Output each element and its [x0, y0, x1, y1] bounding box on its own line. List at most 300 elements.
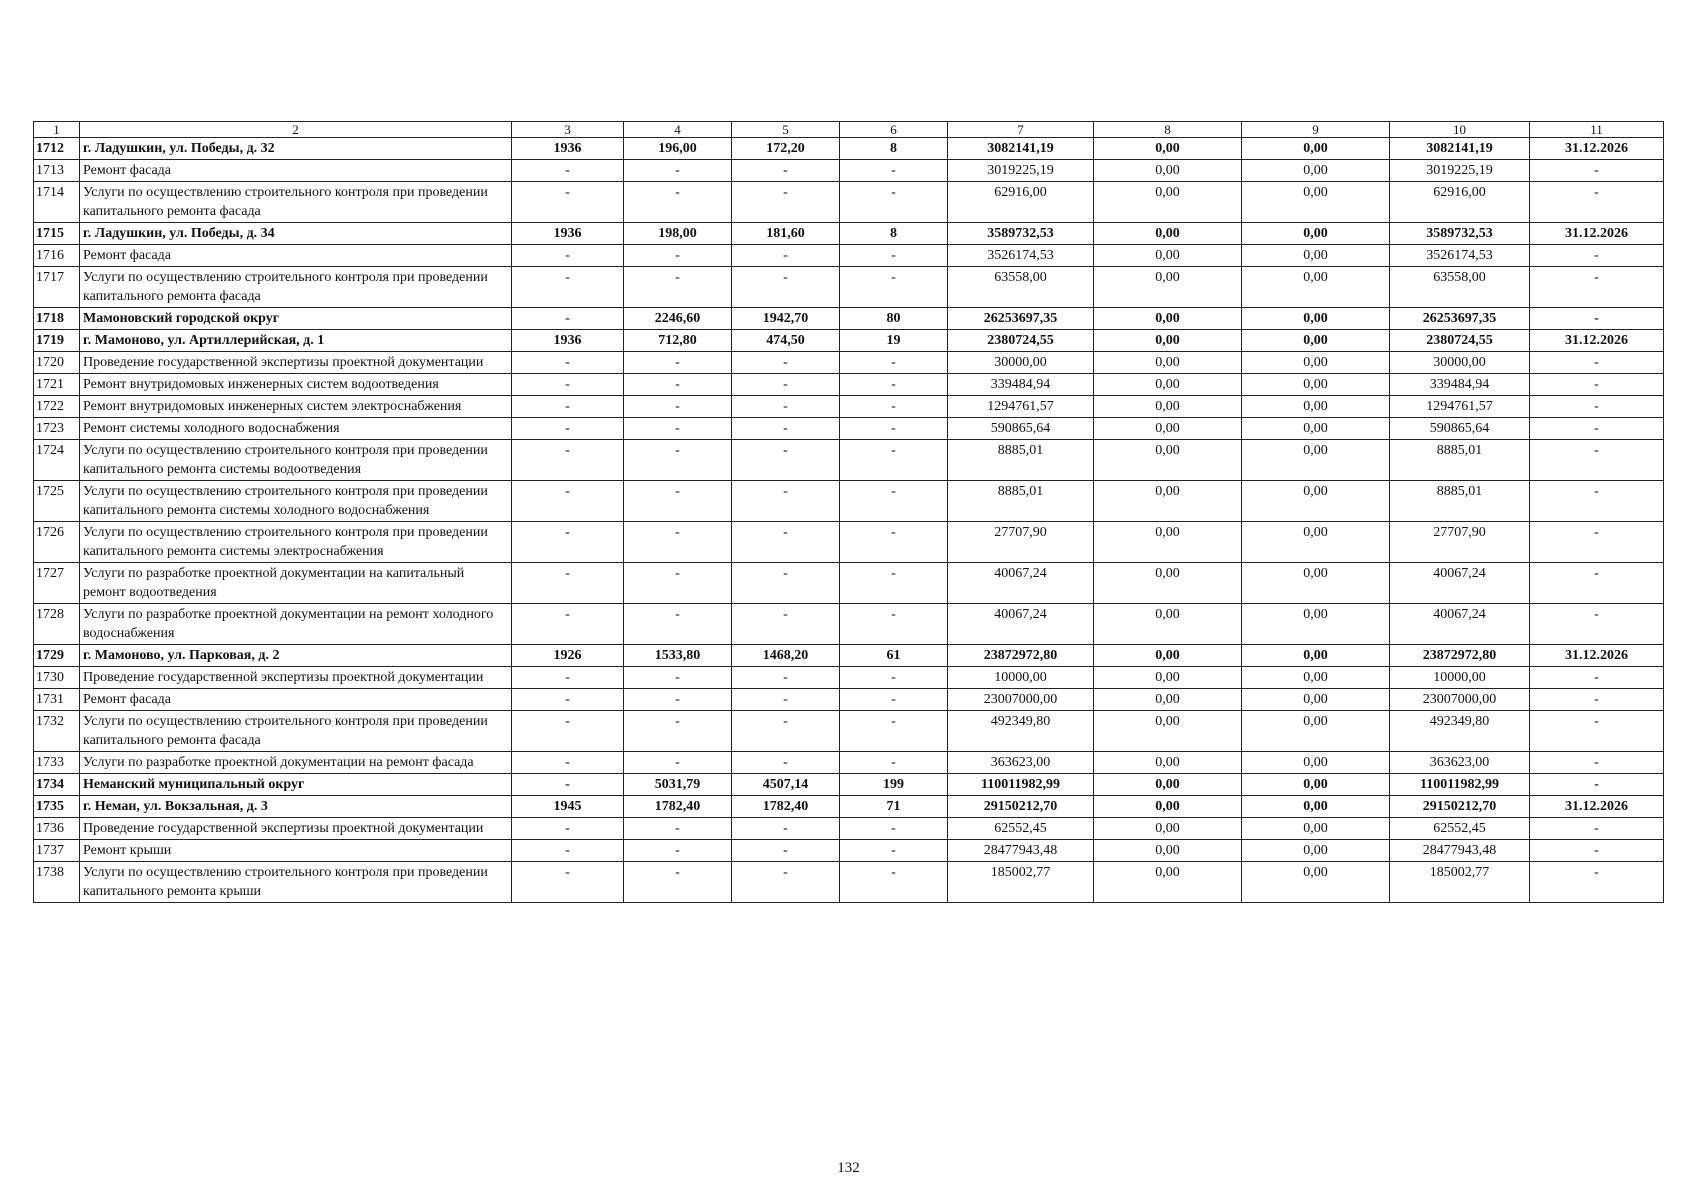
table-cell: -: [732, 818, 840, 840]
table-row-address: [34, 796, 1664, 818]
table-cell: 31.12.2026: [1530, 223, 1664, 245]
table-cell: 0,00: [1242, 330, 1390, 352]
table-cell: 30000,00: [948, 352, 1094, 374]
table-cell: 590865,64: [948, 418, 1094, 440]
table-cell: -: [624, 604, 732, 645]
table-cell: -: [1530, 522, 1664, 563]
table-cell: 1712: [34, 138, 80, 160]
table-cell: Ремонт фасада: [80, 245, 512, 267]
table-cell: 1726: [34, 522, 80, 563]
table-cell: 62916,00: [948, 182, 1094, 223]
table-cell: -: [1530, 711, 1664, 752]
table-cell: -: [1530, 752, 1664, 774]
table-cell: -: [512, 862, 624, 903]
table-cell: 71: [840, 796, 948, 818]
table-cell: 0,00: [1094, 774, 1242, 796]
table-cell: -: [624, 160, 732, 182]
table-cell: -: [512, 752, 624, 774]
table-cell: 474,50: [732, 330, 840, 352]
table-row-item: [34, 667, 1664, 689]
table-cell: -: [732, 182, 840, 223]
table-cell: -: [512, 418, 624, 440]
table-cell: Мамоновский городской округ: [80, 308, 512, 330]
table-cell: 0,00: [1094, 862, 1242, 903]
table-cell: 1727: [34, 563, 80, 604]
table-row-item: [34, 840, 1664, 862]
table-cell: -: [512, 245, 624, 267]
table-row-item: [34, 182, 1664, 223]
table-cell: 0,00: [1242, 182, 1390, 223]
table-cell: -: [1530, 308, 1664, 330]
table-cell: -: [1530, 418, 1664, 440]
table-cell: 0,00: [1094, 840, 1242, 862]
table-cell: -: [1530, 818, 1664, 840]
table-cell: 0,00: [1242, 308, 1390, 330]
table-cell: 5031,79: [624, 774, 732, 796]
table-cell: 0,00: [1094, 308, 1242, 330]
table-cell: Услуги по разработке проектной документации на ремонт холодного водоснабжения: [80, 604, 512, 645]
table-cell: -: [624, 352, 732, 374]
column-number: 10: [1390, 122, 1530, 138]
table-cell: 0,00: [1094, 418, 1242, 440]
table-cell: 1738: [34, 862, 80, 903]
table-row-item: [34, 481, 1664, 522]
table-cell: 8885,01: [948, 481, 1094, 522]
column-number: 9: [1242, 122, 1390, 138]
table-cell: 1732: [34, 711, 80, 752]
table-cell: 0,00: [1242, 267, 1390, 308]
table-cell: -: [512, 160, 624, 182]
table-cell: -: [1530, 774, 1664, 796]
table-cell: 199: [840, 774, 948, 796]
table-cell: 1731: [34, 689, 80, 711]
table-cell: -: [840, 245, 948, 267]
table-cell: -: [840, 481, 948, 522]
table-cell: 0,00: [1094, 711, 1242, 752]
table-cell: 61: [840, 645, 948, 667]
table-cell: 1942,70: [732, 308, 840, 330]
table-cell: 1717: [34, 267, 80, 308]
table-cell: Услуги по осуществлению строительного контроля при проведении капитального ремонта фасада: [80, 182, 512, 223]
table-cell: 0,00: [1242, 796, 1390, 818]
column-number: 4: [624, 122, 732, 138]
table-cell: -: [840, 563, 948, 604]
table-cell: 63558,00: [1390, 267, 1530, 308]
table-cell: 185002,77: [948, 862, 1094, 903]
table-cell: -: [840, 440, 948, 481]
table-cell: Ремонт внутридомовых инженерных систем электроснабжения: [80, 396, 512, 418]
table-cell: Проведение государственной экспертизы проектной документации: [80, 667, 512, 689]
table-cell: 1936: [512, 138, 624, 160]
table-cell: 0,00: [1242, 374, 1390, 396]
table-cell: 492349,80: [1390, 711, 1530, 752]
column-number: 11: [1530, 122, 1664, 138]
table-cell: 0,00: [1242, 711, 1390, 752]
table-cell: -: [1530, 396, 1664, 418]
table-cell: Услуги по осуществлению строительного контроля при проведении капитального ремонта фасада: [80, 711, 512, 752]
table-cell: Услуги по осуществлению строительного контроля при проведении капитального ремонта системы водоотведения: [80, 440, 512, 481]
table-cell: -: [732, 563, 840, 604]
column-number-row: [34, 122, 1664, 138]
table-cell: 10000,00: [1390, 667, 1530, 689]
table-cell: -: [840, 267, 948, 308]
table-cell: 196,00: [624, 138, 732, 160]
table-cell: 0,00: [1094, 604, 1242, 645]
table-cell: 1720: [34, 352, 80, 374]
column-number: 2: [80, 122, 512, 138]
table-cell: 31.12.2026: [1530, 796, 1664, 818]
table-cell: Неманский муниципальный округ: [80, 774, 512, 796]
table-cell: 0,00: [1242, 160, 1390, 182]
table-cell: 1294761,57: [948, 396, 1094, 418]
table-cell: 0,00: [1242, 481, 1390, 522]
table-cell: -: [512, 522, 624, 563]
table-cell: 0,00: [1094, 796, 1242, 818]
table-row-address: [34, 308, 1664, 330]
table-row-item: [34, 418, 1664, 440]
table-cell: 0,00: [1242, 563, 1390, 604]
table-cell: -: [624, 440, 732, 481]
table-cell: 3589732,53: [1390, 223, 1530, 245]
table-cell: 0,00: [1094, 752, 1242, 774]
table-cell: 0,00: [1094, 267, 1242, 308]
table-cell: 1724: [34, 440, 80, 481]
column-number: 7: [948, 122, 1094, 138]
table-cell: 3526174,53: [1390, 245, 1530, 267]
column-number: 5: [732, 122, 840, 138]
table-cell: г. Мамоново, ул. Парковая, д. 2: [80, 645, 512, 667]
table-row-address: [34, 774, 1664, 796]
table-row-item: [34, 374, 1664, 396]
table-cell: 0,00: [1242, 862, 1390, 903]
table-cell: -: [512, 396, 624, 418]
table-cell: 62916,00: [1390, 182, 1530, 223]
table-cell: 0,00: [1242, 752, 1390, 774]
table-cell: 0,00: [1094, 522, 1242, 563]
column-number: 1: [34, 122, 80, 138]
table-cell: -: [1530, 481, 1664, 522]
table-cell: -: [732, 481, 840, 522]
table-cell: 0,00: [1242, 645, 1390, 667]
table-cell: -: [732, 440, 840, 481]
table-cell: 23007000,00: [948, 689, 1094, 711]
table-cell: -: [512, 667, 624, 689]
table-cell: 0,00: [1094, 138, 1242, 160]
table-cell: 3082141,19: [1390, 138, 1530, 160]
table-cell: -: [512, 689, 624, 711]
table-cell: -: [512, 481, 624, 522]
table-cell: Ремонт фасада: [80, 160, 512, 182]
table-cell: -: [624, 563, 732, 604]
table-cell: -: [624, 689, 732, 711]
table-row-item: [34, 245, 1664, 267]
table-cell: 1734: [34, 774, 80, 796]
table-cell: Проведение государственной экспертизы проектной документации: [80, 352, 512, 374]
table-cell: -: [512, 840, 624, 862]
table-cell: -: [624, 267, 732, 308]
table-cell: 0,00: [1242, 418, 1390, 440]
table-cell: 0,00: [1094, 245, 1242, 267]
table-cell: -: [624, 840, 732, 862]
table-cell: 3019225,19: [948, 160, 1094, 182]
table-cell: 0,00: [1094, 160, 1242, 182]
table-cell: 1733: [34, 752, 80, 774]
table-row-item: [34, 752, 1664, 774]
table-cell: 3526174,53: [948, 245, 1094, 267]
table-cell: -: [732, 522, 840, 563]
table-row-item: [34, 440, 1664, 481]
table-cell: -: [840, 182, 948, 223]
table-cell: -: [512, 818, 624, 840]
table-cell: 63558,00: [948, 267, 1094, 308]
table-cell: 0,00: [1094, 374, 1242, 396]
table-row-item: [34, 396, 1664, 418]
table-cell: Ремонт системы холодного водоснабжения: [80, 418, 512, 440]
table-cell: 0,00: [1242, 245, 1390, 267]
table-cell: 1718: [34, 308, 80, 330]
table-cell: 8885,01: [1390, 440, 1530, 481]
table-cell: -: [624, 752, 732, 774]
table-cell: -: [840, 352, 948, 374]
table-cell: 0,00: [1242, 604, 1390, 645]
table-cell: 3019225,19: [1390, 160, 1530, 182]
table-cell: Услуги по разработке проектной документации на капитальный ремонт водоотведения: [80, 563, 512, 604]
table-cell: Услуги по осуществлению строительного контроля при проведении капитального ремонта системы холодного водоснабжения: [80, 481, 512, 522]
table-cell: 0,00: [1242, 223, 1390, 245]
table-cell: Проведение государственной экспертизы проектной документации: [80, 818, 512, 840]
table-cell: -: [624, 711, 732, 752]
table-cell: 0,00: [1094, 667, 1242, 689]
table-cell: 1945: [512, 796, 624, 818]
table-cell: г. Ладушкин, ул. Победы, д. 34: [80, 223, 512, 245]
table-cell: Ремонт крыши: [80, 840, 512, 862]
table-cell: 1714: [34, 182, 80, 223]
table-cell: 2246,60: [624, 308, 732, 330]
table-cell: 110011982,99: [948, 774, 1094, 796]
table-cell: -: [1530, 182, 1664, 223]
table-cell: 26253697,35: [948, 308, 1094, 330]
table-cell: 3082141,19: [948, 138, 1094, 160]
table-cell: 2380724,55: [948, 330, 1094, 352]
table-cell: -: [732, 752, 840, 774]
table-cell: -: [840, 604, 948, 645]
table-cell: 23872972,80: [1390, 645, 1530, 667]
table-cell: 1736: [34, 818, 80, 840]
table-cell: 172,20: [732, 138, 840, 160]
column-number: 6: [840, 122, 948, 138]
table-cell: 27707,90: [1390, 522, 1530, 563]
table-cell: 1737: [34, 840, 80, 862]
table-cell: -: [732, 862, 840, 903]
table-cell: -: [512, 774, 624, 796]
table-cell: 0,00: [1242, 440, 1390, 481]
table-cell: -: [1530, 840, 1664, 862]
table-cell: 0,00: [1242, 818, 1390, 840]
table-cell: г. Ладушкин, ул. Победы, д. 32: [80, 138, 512, 160]
table-cell: -: [624, 418, 732, 440]
table-cell: 0,00: [1094, 223, 1242, 245]
column-number: 3: [512, 122, 624, 138]
table-cell: 0,00: [1094, 352, 1242, 374]
table-cell: -: [512, 711, 624, 752]
table-cell: -: [512, 182, 624, 223]
table-cell: -: [1530, 667, 1664, 689]
table-cell: 3589732,53: [948, 223, 1094, 245]
table-cell: 1735: [34, 796, 80, 818]
data-table: [33, 121, 1664, 903]
table-cell: -: [840, 840, 948, 862]
table-cell: 1294761,57: [1390, 396, 1530, 418]
table-row-address: [34, 330, 1664, 352]
table-cell: -: [732, 667, 840, 689]
table-cell: -: [1530, 862, 1664, 903]
table-cell: 185002,77: [1390, 862, 1530, 903]
column-number: 8: [1094, 122, 1242, 138]
table-cell: 1936: [512, 223, 624, 245]
table-cell: -: [1530, 352, 1664, 374]
table-cell: 1936: [512, 330, 624, 352]
table-cell: -: [1530, 604, 1664, 645]
table-cell: -: [1530, 563, 1664, 604]
table-cell: 31.12.2026: [1530, 330, 1664, 352]
table-cell: 181,60: [732, 223, 840, 245]
table-cell: 1926: [512, 645, 624, 667]
table-cell: 2380724,55: [1390, 330, 1530, 352]
table-row-item: [34, 711, 1664, 752]
table-cell: 30000,00: [1390, 352, 1530, 374]
table-cell: -: [732, 396, 840, 418]
table-cell: -: [732, 352, 840, 374]
table-cell: 40067,24: [1390, 563, 1530, 604]
table-cell: 110011982,99: [1390, 774, 1530, 796]
table-cell: 1722: [34, 396, 80, 418]
table-row-address: [34, 138, 1664, 160]
table-cell: 0,00: [1242, 689, 1390, 711]
table-cell: -: [732, 604, 840, 645]
table-cell: 28477943,48: [948, 840, 1094, 862]
table-cell: 492349,80: [948, 711, 1094, 752]
table-cell: 198,00: [624, 223, 732, 245]
table-row-item: [34, 267, 1664, 308]
table-cell: 0,00: [1094, 182, 1242, 223]
table-cell: 62552,45: [1390, 818, 1530, 840]
table-cell: 1782,40: [732, 796, 840, 818]
table-cell: Услуги по осуществлению строительного контроля при проведении капитального ремонта крыши: [80, 862, 512, 903]
table-row-item: [34, 689, 1664, 711]
table-cell: -: [840, 522, 948, 563]
table-cell: -: [624, 374, 732, 396]
table-cell: -: [732, 689, 840, 711]
table-cell: -: [512, 604, 624, 645]
table-cell: 0,00: [1242, 840, 1390, 862]
table-row-item: [34, 522, 1664, 563]
table-cell: -: [624, 481, 732, 522]
table-cell: -: [840, 160, 948, 182]
table-cell: 31.12.2026: [1530, 645, 1664, 667]
table-cell: 23872972,80: [948, 645, 1094, 667]
table-cell: -: [624, 522, 732, 563]
table-cell: -: [840, 711, 948, 752]
table-cell: 40067,24: [948, 563, 1094, 604]
table-cell: 8885,01: [948, 440, 1094, 481]
table-cell: 0,00: [1242, 774, 1390, 796]
table-cell: 4507,14: [732, 774, 840, 796]
table-cell: 10000,00: [948, 667, 1094, 689]
table-cell: -: [840, 818, 948, 840]
table-cell: -: [1530, 245, 1664, 267]
table-cell: -: [512, 308, 624, 330]
table-cell: -: [840, 374, 948, 396]
table-cell: 62552,45: [948, 818, 1094, 840]
table-cell: -: [512, 374, 624, 396]
page-number: 132: [837, 1160, 860, 1176]
table-cell: -: [512, 267, 624, 308]
table-cell: 0,00: [1242, 138, 1390, 160]
table-cell: 1729: [34, 645, 80, 667]
table-cell: 0,00: [1094, 563, 1242, 604]
table-cell: -: [1530, 374, 1664, 396]
table-cell: 712,80: [624, 330, 732, 352]
table-cell: 0,00: [1094, 645, 1242, 667]
table-cell: -: [624, 182, 732, 223]
table-cell: 1728: [34, 604, 80, 645]
table-cell: 0,00: [1094, 818, 1242, 840]
table-cell: 1730: [34, 667, 80, 689]
table-cell: 0,00: [1242, 352, 1390, 374]
table-cell: 339484,94: [1390, 374, 1530, 396]
table-cell: 1723: [34, 418, 80, 440]
table-cell: 0,00: [1242, 396, 1390, 418]
table-cell: 0,00: [1242, 667, 1390, 689]
table-cell: -: [840, 752, 948, 774]
table-cell: 363623,00: [1390, 752, 1530, 774]
table-cell: 0,00: [1094, 440, 1242, 481]
table-cell: 1533,80: [624, 645, 732, 667]
table-cell: 0,00: [1094, 396, 1242, 418]
table-cell: 40067,24: [1390, 604, 1530, 645]
table-cell: -: [624, 862, 732, 903]
table-row-item: [34, 160, 1664, 182]
table-cell: -: [1530, 267, 1664, 308]
table-cell: 29150212,70: [948, 796, 1094, 818]
table-cell: -: [732, 267, 840, 308]
table-cell: 0,00: [1094, 330, 1242, 352]
table-cell: -: [624, 667, 732, 689]
table-cell: 19: [840, 330, 948, 352]
table-cell: 1782,40: [624, 796, 732, 818]
table-cell: 80: [840, 308, 948, 330]
table-cell: -: [512, 440, 624, 481]
table-cell: 363623,00: [948, 752, 1094, 774]
table-cell: г. Мамоново, ул. Артиллерийская, д. 1: [80, 330, 512, 352]
table-cell: -: [624, 245, 732, 267]
table-cell: -: [512, 352, 624, 374]
table-cell: 1713: [34, 160, 80, 182]
table-cell: Услуги по осуществлению строительного контроля при проведении капитального ремонта системы электроснабжения: [80, 522, 512, 563]
table-cell: Услуги по осуществлению строительного контроля при проведении капитального ремонта фасада: [80, 267, 512, 308]
table-cell: 26253697,35: [1390, 308, 1530, 330]
table-cell: 40067,24: [948, 604, 1094, 645]
table-cell: 27707,90: [948, 522, 1094, 563]
table-cell: -: [732, 840, 840, 862]
table-cell: -: [624, 396, 732, 418]
table-cell: -: [732, 245, 840, 267]
table-cell: 8885,01: [1390, 481, 1530, 522]
table-cell: -: [1530, 160, 1664, 182]
table-row-item: [34, 818, 1664, 840]
table-cell: 1719: [34, 330, 80, 352]
table-cell: Услуги по разработке проектной документации на ремонт фасада: [80, 752, 512, 774]
